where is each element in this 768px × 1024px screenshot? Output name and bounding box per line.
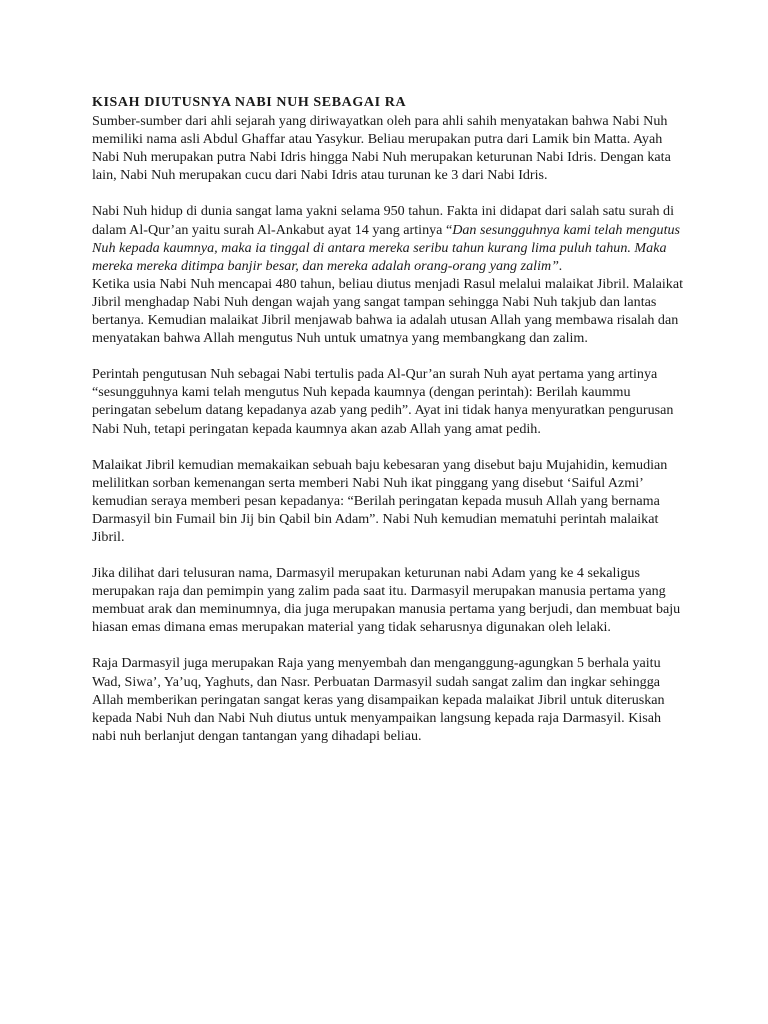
paragraph-spacer — [92, 636, 688, 654]
quran-quote-ankabut: Dan sesungguhnya kami telah mengutus Nuh kepada kaumnya, maka ia tinggal di antara mereka seribu tahun kurang lima puluh tahun. Maka mereka mereka ditimpa banjir besar, dan mereka adalah orang-orang yang zalim”. — [92, 221, 681, 274]
paragraph-lifespan-text: Nabi Nuh hidup di dunia sangat lama yakni selama 950 tahun. Fakta ini didapat dari salah satu surah di dalam Al-Qur’an yaitu surah Al-Ankabut ayat 14 yang artinya “ — [92, 203, 675, 238]
paragraph-spacer — [92, 546, 688, 564]
paragraph-darmasyil: Jika dilihat dari telusuran nama, Darmasyil merupakan keturunan nabi Adam yang ke 4 sekaligus merupakan raja dan pemimpin yang zalim pada saat itu. Darmasyil merupakan manusia pertama yang membuat arak dan meminumnya, dia juga merupakan manusia pertama yang berjudi, dan membuat baju hiasan emas dimana emas merupakan material yang tidak seharusnya digunakan oleh lelaki. — [92, 565, 681, 636]
paragraph-spacer — [92, 347, 688, 365]
paragraph-lifespan — [92, 202, 688, 274]
paragraph-command: Perintah pengutusan Nuh sebagai Nabi tertulis pada Al-Qur’an surah Nuh ayat pertama yang artinya “sesungguhnya kami telah mengutus Nuh kepada kaumnya (dengan perintah): Berilah kaummu peringatan sebelum datang kepadanya azab yang pedih”. Ayat ini tidak hanya menyuratkan pengurusan Nabi Nuh, tetapi peringatan kepada kaumnya akan azab Allah yang amat pedih. — [92, 366, 674, 437]
paragraph-appointment: Ketika usia Nabi Nuh mencapai 480 tahun, beliau diutus menjadi Rasul melalui malaikat Jibril. Malaikat Jibril menghadap Nabi Nuh dengan wajah yang sangat tampan sehingga Nabi Nuh takjub dan lantas bertanya. Kemudian malaikat Jibril menjawab bahwa ia adalah utusan Allah yang membawa risalah dan menyatakan bahwa Allah mengutus Nuh untuk umatnya yang membangkang dan zalim. — [92, 275, 684, 347]
paragraph-spacer — [92, 184, 688, 202]
document-page — [92, 94, 688, 745]
paragraph-garments: Malaikat Jibril kemudian memakaikan sebuah baju kebesaran yang disebut baju Mujahidin, kemudian melilitkan sorban kemenangan serta memberi Nabi Nuh ikat pinggang yang disebut ‘Saiful Azmi’ kemudian seraya memberi pesan kepadanya: “Berilah peringatan kepada musuh Allah yang bernama Darmasyil bin Fumail bin Jij bin Qabil bin Adam”. Nabi Nuh kemudian mematuhi perintah malaikat Jibril. — [92, 456, 668, 545]
document-title: KISAH DIUTUSNYA NABI NUH SEBAGAI RA — [92, 95, 407, 110]
paragraph-idols: Raja Darmasyil juga merupakan Raja yang menyembah dan menganggung-agungkan 5 berhala yaitu Wad, Siwa’, Ya’uq, Yaghuts, dan Nasr. Perbuatan Darmasyil sudah sangat zalim dan ingkar sehingga Allah memberikan peringatan sangat keras yang disampaikan kepada malaikat Jibril untuk diteruskan kepada Nabi Nuh dan Nabi Nuh diutus untuk menyampaikan langsung kepada raja Darmasyil. Kisah nabi nuh berlanjut dengan tantangan yang dihadapi beliau. — [92, 655, 665, 744]
paragraph-spacer — [92, 438, 688, 456]
paragraph-origin: Sumber-sumber dari ahli sejarah yang diriwayatkan oleh para ahli sahih menyatakan bahwa Nabi Nuh memiliki nama asli Abdul Ghaffar atau Yasykur. Beliau merupakan putra dari Lamik bin Matta. Ayah Nabi Nuh merupakan putra Nabi Idris hingga Nabi Nuh merupakan keturunan Nabi Idris. Dengan kata lain, Nabi Nuh merupakan cucu dari Nabi Idris atau turunan ke 3 dari Nabi Idris. — [92, 113, 671, 184]
